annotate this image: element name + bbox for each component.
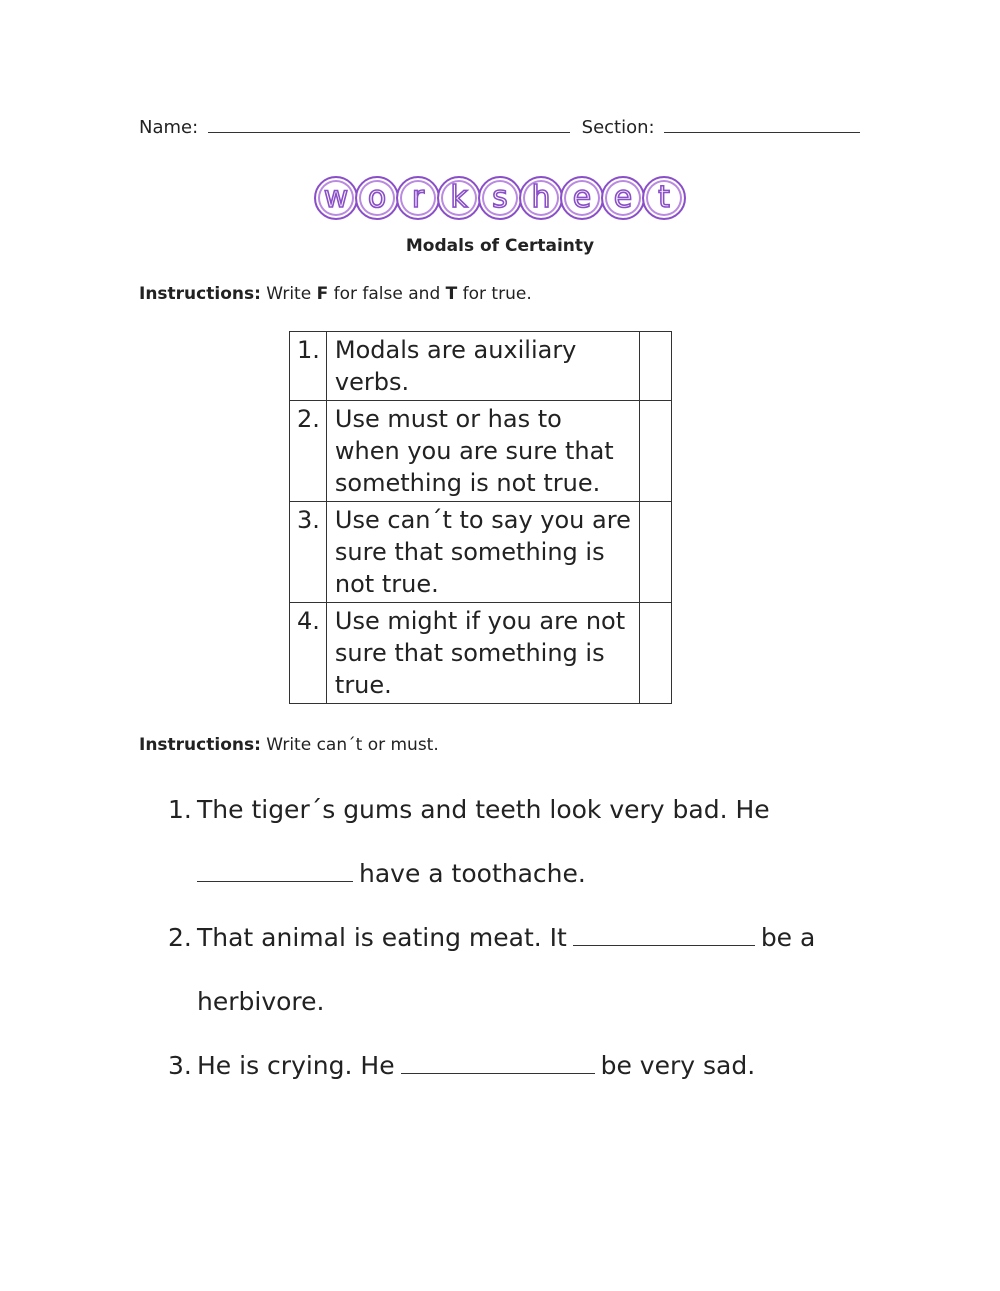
answer-blank[interactable] [197,859,353,882]
sentence-text: have a toothache. [359,859,586,888]
row-statement: Modals are auxiliary verbs. [326,332,639,401]
list-item [168,778,868,842]
section-field[interactable] [664,116,860,133]
answer-box[interactable] [639,401,671,502]
row-statement: Use might if you are not sure that something is true. [326,603,639,704]
title-letter: t [642,176,686,220]
row-statement: Use can´t to say you are sure that something is not true. [326,502,639,603]
instructions-f: F [316,284,329,304]
item-number: 1. [168,795,192,824]
subtitle: Modals of Certainty [405,236,595,256]
header-line [139,116,860,138]
sentence-text: be very sad. [600,1051,756,1080]
table-row [290,401,672,502]
row-number: 4. [290,603,327,704]
table-row [290,603,672,704]
item-number: 2. [168,923,192,952]
list-item [168,906,868,970]
table-row [290,332,672,401]
instructions-text: Write [266,284,312,304]
instructions-label: Instructions: [139,735,261,755]
title-letter: r [396,176,440,220]
table-row [290,502,672,603]
title-letter: s [478,176,522,220]
name-field[interactable] [208,116,570,133]
answer-box[interactable] [639,332,671,401]
instructions-part1 [139,284,532,304]
item-number: 3. [168,1051,192,1080]
title-letter: e [560,176,604,220]
worksheet-title [0,176,1000,220]
title-letter: e [601,176,645,220]
answer-blank[interactable] [401,1051,595,1074]
list-item [168,1034,868,1098]
name-label: Name: [139,117,199,138]
sentence-text: be a [760,923,816,952]
instructions-t: T [445,284,458,304]
answer-box[interactable] [639,502,671,603]
instructions-text: Write can´t or must. [266,735,439,755]
answer-blank[interactable] [573,923,755,946]
title-letter: o [355,176,399,220]
sentence-text: He is crying. He [197,1051,395,1080]
row-statement: Use must or has to when you are sure that something is not true. [326,401,639,502]
title-letter: h [519,176,563,220]
row-number: 2. [290,401,327,502]
answer-box[interactable] [639,603,671,704]
sentence-text: herbivore. [197,987,325,1016]
row-number: 3. [290,502,327,603]
row-number: 1. [290,332,327,401]
section-label: Section: [581,117,655,138]
instructions-text: for false and [333,284,441,304]
sentence-text: That animal is eating meat. It [197,923,567,952]
true-false-table [289,331,672,704]
sentence-text: The tiger´s gums and teeth look very bad. He [197,795,770,824]
title-letter: k [437,176,481,220]
instructions-part2 [139,735,439,755]
list-item-continued [168,842,868,906]
title-letter: w [314,176,358,220]
instructions-text: for true. [462,284,532,304]
fill-in-sentences [168,778,868,1098]
instructions-label: Instructions: [139,284,261,304]
list-item-continued [168,970,868,1034]
